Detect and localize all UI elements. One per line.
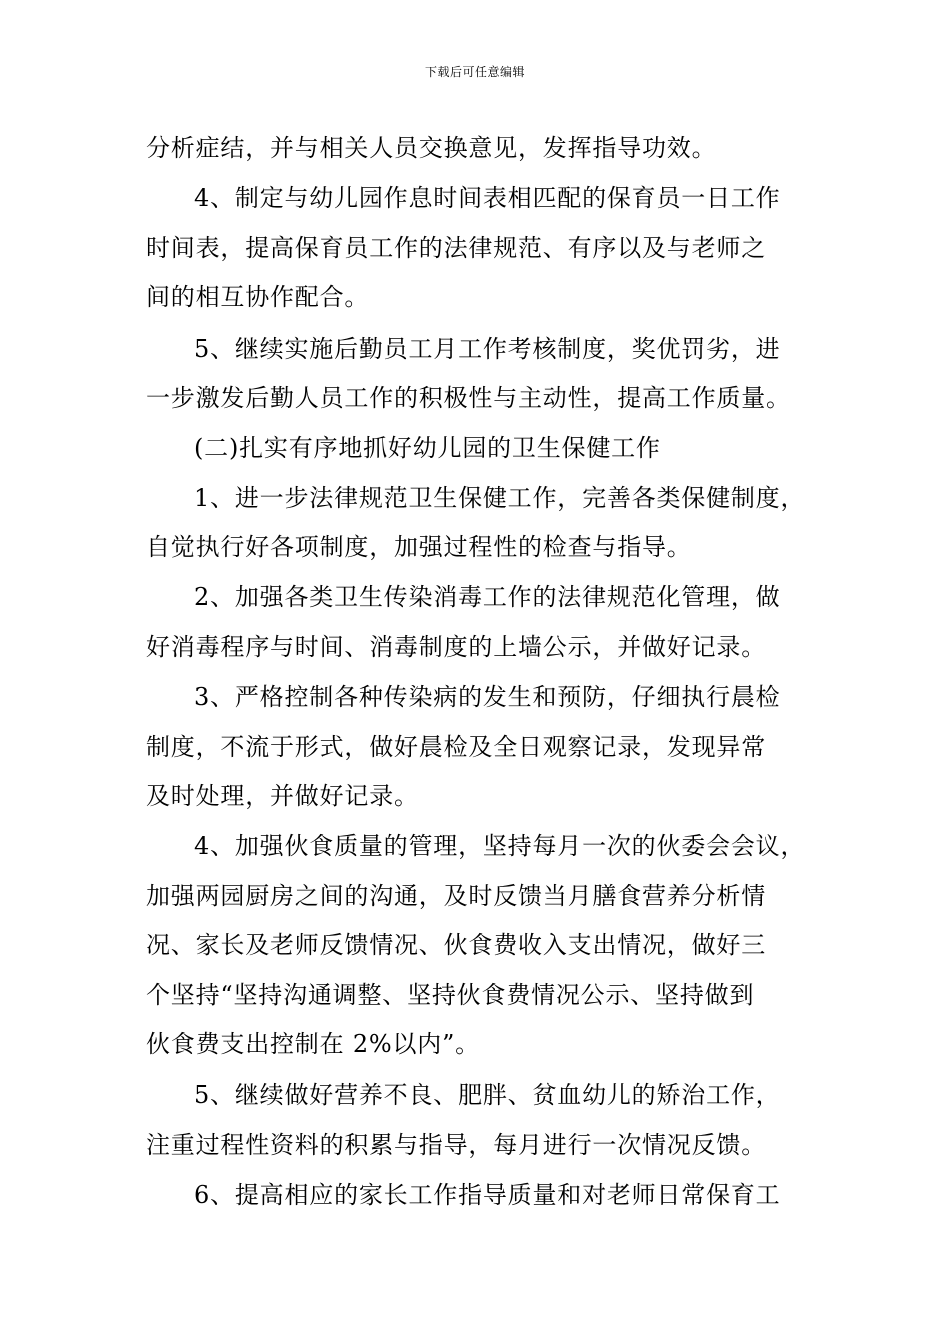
page-header: 下载后可任意编辑 bbox=[424, 65, 525, 79]
text-line: 伙食费支出控制在 2%以内”。 bbox=[146, 1030, 480, 1058]
section-heading: (二)扎实有序地抓好幼儿园的卫生保健工作 bbox=[194, 434, 661, 462]
text-line: 5、继续实施后勤员工月工作考核制度，奖优罚劣，进 bbox=[194, 335, 781, 363]
text-line: 一步激发后勤人员工作的积极性与主动性，提高工作质量。 bbox=[146, 384, 791, 412]
text-line: 时间表，提高保育员工作的法律规范、有序以及与老师之 bbox=[146, 234, 766, 262]
text-line: 4、制定与幼儿园作息时间表相匹配的保育员一日工作 bbox=[194, 184, 781, 212]
text-line: 制度，不流于形式，做好晨检及全日观察记录，发现异常 bbox=[146, 733, 766, 761]
text-line: 分析症结，并与相关人员交换意见，发挥指导功效。 bbox=[146, 134, 717, 162]
text-line: 自觉执行好各项制度，加强过程性的检查与指导。 bbox=[146, 533, 692, 561]
text-line: 3、严格控制各种传染病的发生和预防，仔细执行晨检 bbox=[194, 683, 781, 711]
text-line: 个坚持“坚持沟通调整、坚持伙食费情况公示、坚持做到 bbox=[146, 981, 755, 1009]
text-line: 好消毒程序与时间、消毒制度的上墙公示，并做好记录。 bbox=[146, 633, 766, 661]
text-line: 5、继续做好营养不良、肥胖、贫血幼儿的矫治工作， bbox=[194, 1081, 781, 1109]
text-line: 1、进一步法律规范卫生保健工作，完善各类保健制度， bbox=[194, 484, 806, 512]
text-line: 2、加强各类卫生传染消毒工作的法律规范化管理，做 bbox=[194, 583, 781, 611]
text-line: 注重过程性资料的积累与指导，每月进行一次情况反馈。 bbox=[146, 1131, 766, 1159]
text-line: 4、加强伙食质量的管理，坚持每月一次的伙委会会议， bbox=[194, 832, 806, 860]
text-line: 加强两园厨房之间的沟通，及时反馈当月膳食营养分析情 bbox=[146, 882, 766, 910]
text-line: 间的相互协作配合。 bbox=[146, 283, 370, 311]
text-line: 况、家长及老师反馈情况、伙食费收入支出情况，做好三 bbox=[146, 931, 766, 959]
text-line: 及时处理，并做好记录。 bbox=[146, 782, 419, 810]
text-line: 6、提高相应的家长工作指导质量和对老师日常保育工 bbox=[194, 1181, 781, 1209]
